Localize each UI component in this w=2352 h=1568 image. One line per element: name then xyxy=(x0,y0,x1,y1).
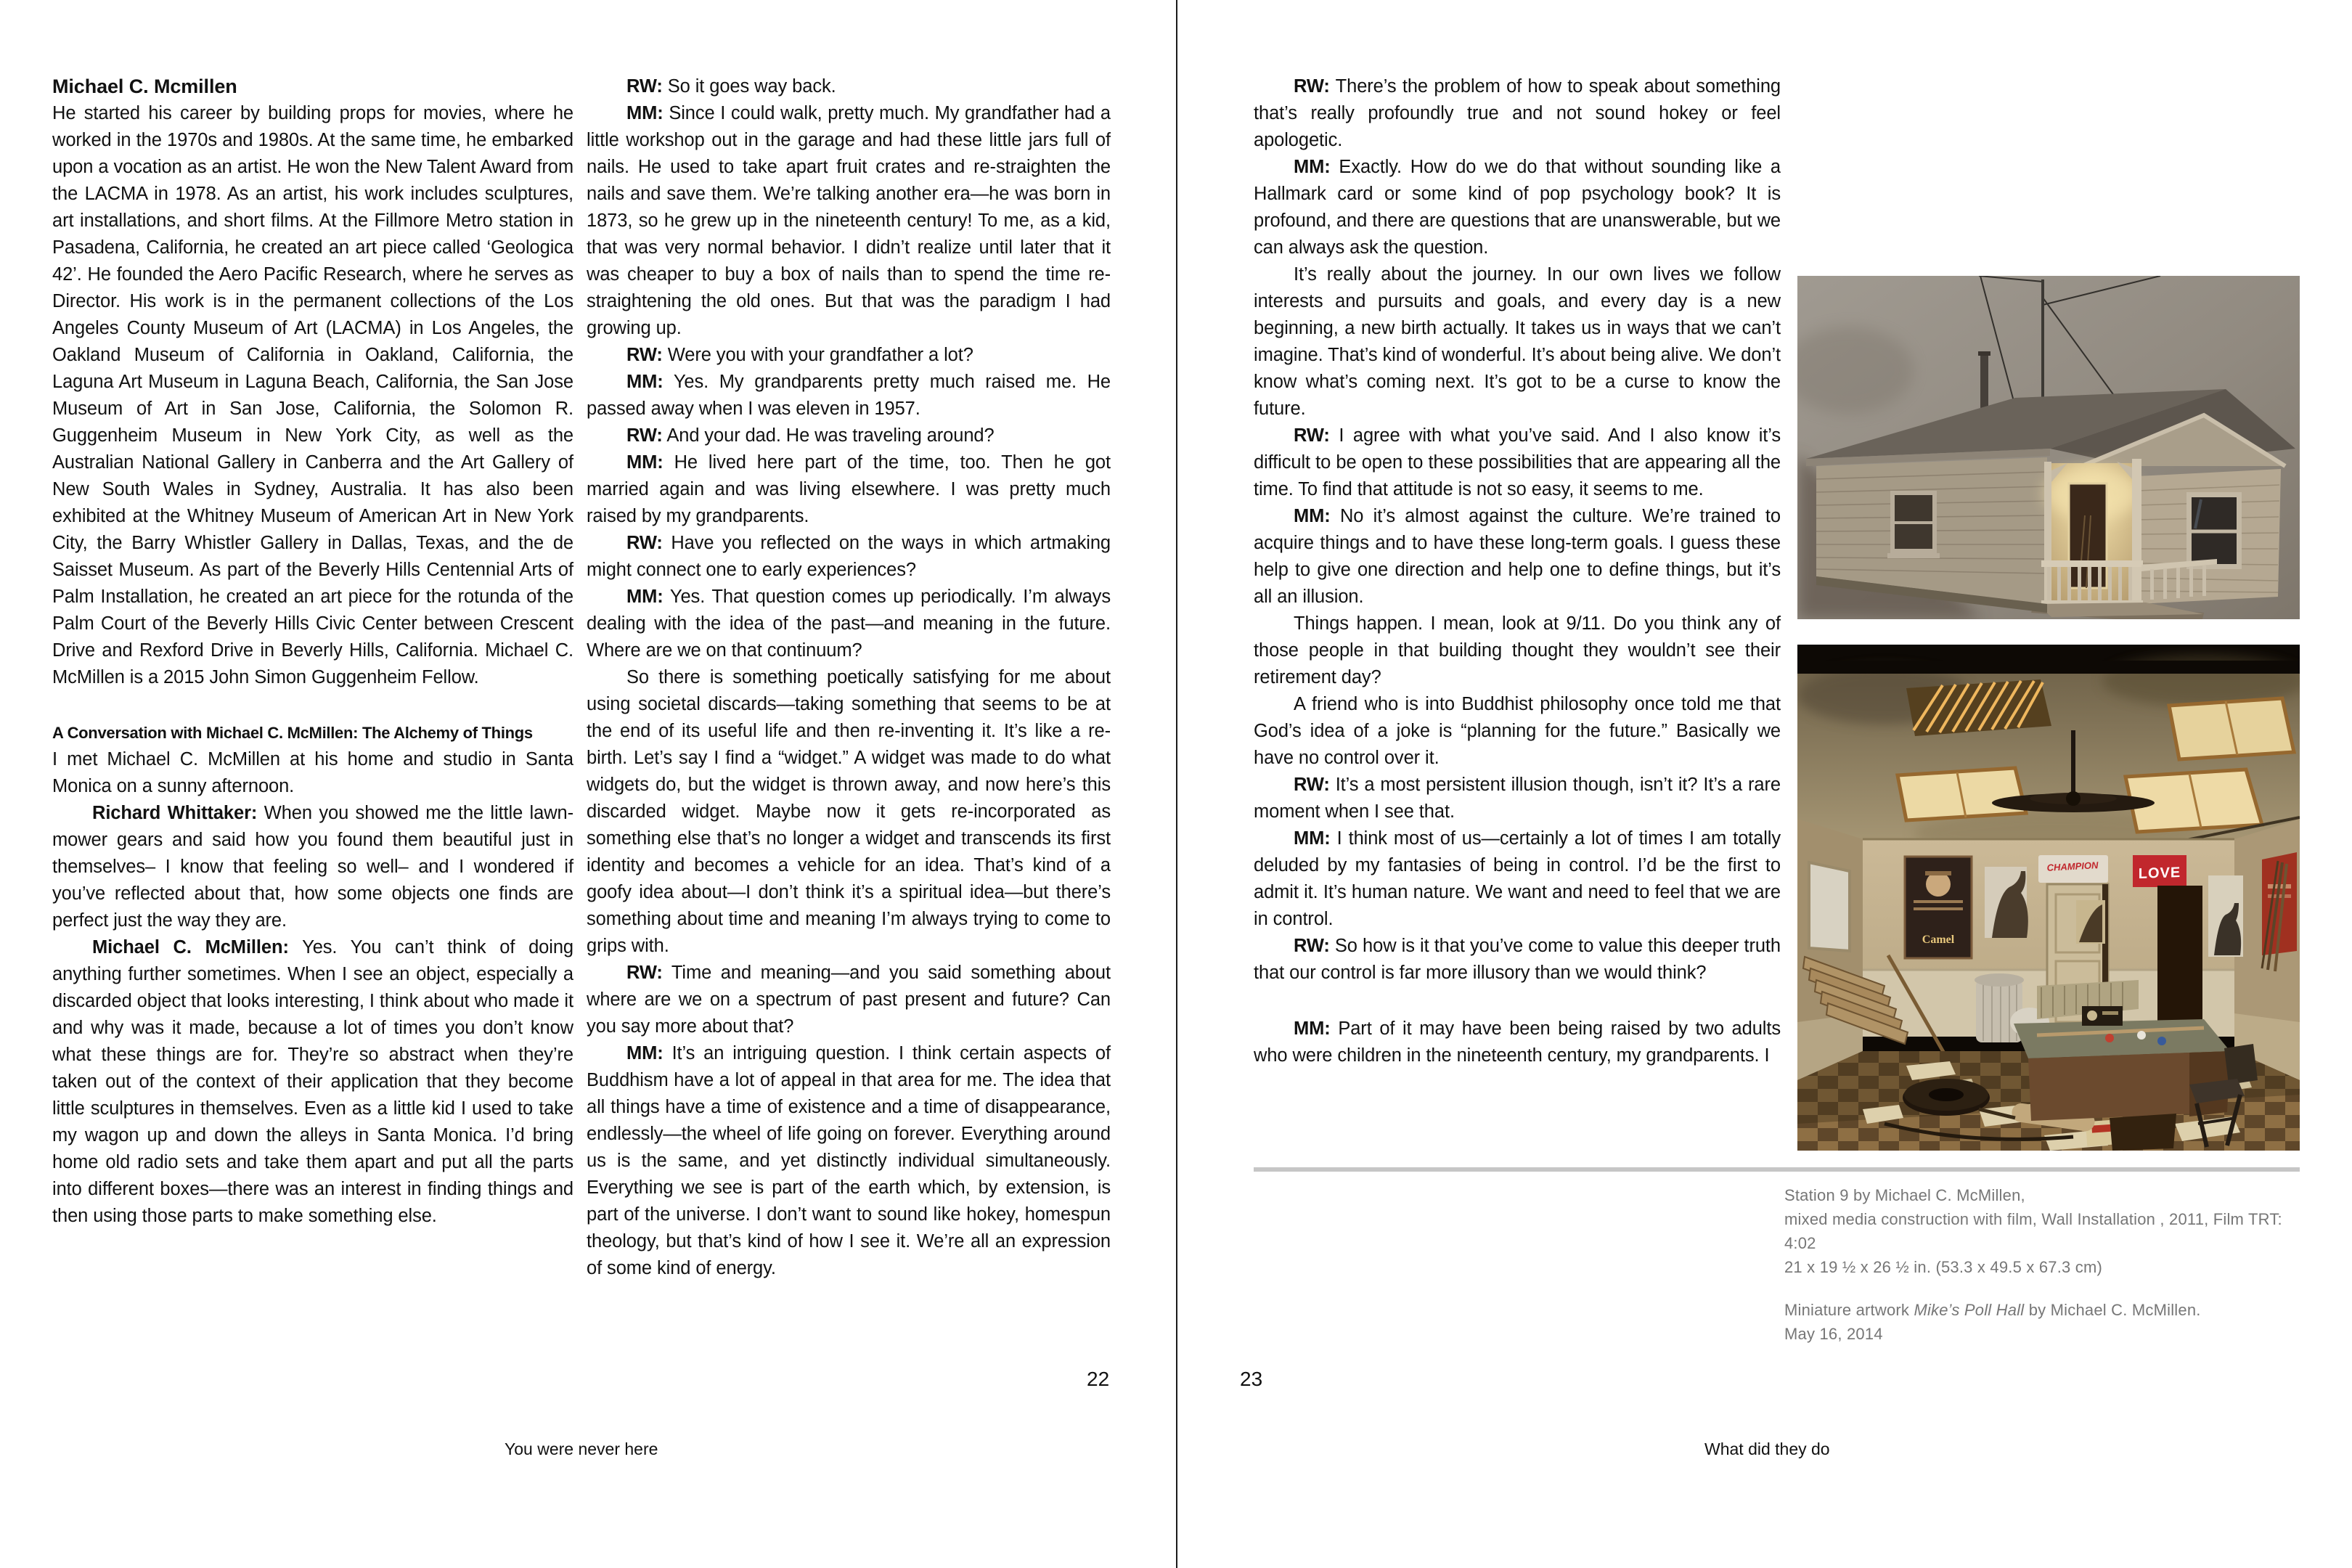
paragraph: A friend who is into Buddhist philosophy once told me that God’s idea of a joke is “planning for the future.” Basically we have no control over it. xyxy=(1254,694,1781,768)
dialogue-paragraph: RW: I agree with what you’ve said. And I also know it’s difficult to be open to these possibilities that are appearing all the time. To find that attitude is not so easy, it seems to me. xyxy=(1254,425,1781,499)
camel-poster-text: Camel xyxy=(1922,934,1955,946)
champion-banner-text: CHAMPION xyxy=(2046,859,2099,873)
love-sign-text: LOVE xyxy=(2138,864,2181,883)
caption-poolhall-line2: May 16, 2014 xyxy=(1784,1325,1883,1343)
caption-poolhall-line1 xyxy=(1784,1298,2301,1322)
caption-poolhall-pre: Miniature artwork xyxy=(1784,1301,1914,1319)
paragraph: Things happen. I mean, look at 9/11. Do you think any of those people in that building thought they wouldn’t see their retirement day? xyxy=(1254,613,1781,687)
speaker-label: MM: xyxy=(626,1043,663,1063)
caption-station9-line3: 21 x 19 ½ x 26 ½ in. (53.3 x 49.5 x 67.3 cm) xyxy=(1784,1258,2103,1276)
page-gutter-divider xyxy=(1176,0,1177,1568)
dialogue-paragraph: MM: Yes. That question comes up periodically. I’m always dealing with the idea of the past—and meaning in the future. Where are we on that continuum? xyxy=(587,587,1111,661)
photo-station-9 xyxy=(1797,276,2300,619)
speaker-label: RW: xyxy=(1294,775,1330,795)
pool-hall-illustration xyxy=(1797,645,2300,1151)
speaker-label: RW: xyxy=(626,425,663,446)
speaker-label: MM: xyxy=(626,103,663,123)
speaker-label: MM: xyxy=(1294,1018,1331,1039)
dialogue-paragraph: RW: Were you with your grandfather a lot? xyxy=(626,345,973,365)
paragraph: I met Michael C. McMillen at his home and studio in Santa Monica on a sunny afternoon. xyxy=(52,749,573,796)
dialogue-paragraph: MM: No it’s almost against the culture. We’re trained to acquire things and to have these long-term goals. I guess these help to give one direction and help one to define things, but it’s all an illusion. xyxy=(1254,506,1781,607)
paragraph: A Conversation with Michael C. McMillen: The Alchemy of Things xyxy=(52,724,533,742)
speaker-label: MM: xyxy=(626,452,663,473)
dialogue-paragraph: MM: He lived here part of the time, too. Then he got married again and was living elsewhere. I was pretty much raised by my grandparents. xyxy=(587,452,1111,526)
speaker-label: MM: xyxy=(626,587,663,607)
dialogue-paragraph: RW: So how is it that you’ve come to value this deeper truth that our control is far more illusory than we would think? xyxy=(1254,936,1781,983)
paragraph: It’s really about the journey. In our own lives we follow interests and pursuits and goals, and every day is a new beginning, a new birth actually. It takes us in ways that we can’t imagine. That’s kind of wonderful. It’s about being alive. We don’t know what’s coming next. It’s got to be a curse to know the future. xyxy=(1254,264,1781,419)
dialogue-paragraph: RW: There’s the problem of how to speak about something that’s really profoundly true and not sound hokey or feel apologetic. xyxy=(1254,76,1781,150)
speaker-label: Richard Whittaker: xyxy=(92,803,258,823)
dialogue-paragraph: RW: Have you reflected on the ways in which artmaking might connect one to early experiences? xyxy=(587,533,1111,580)
paragraph: He started his career by building props for movies, where he worked in the 1970s and 1980s. At the same time, he embarked upon a vocation as an artist. He won the New Talent Award from the LACMA in 1978. As an artist, his work includes sculptures, art installations, and short films. At the Fillmore Metro station in Pasadena, California, he created an art piece called ‘Geologica 42’. He founded the Aero Pacific Research, where he serves as Director. His work is in the permanent collections of the Los Angeles County Museum of Art (LACMA) in Los Angeles, the Oakland Museum of California in Oakland, California, the Laguna Art Museum in Laguna Beach, California, the San Jose Museum of Art in San Jose, California, the Solomon R. Guggenheim Museum in New York City, as well as the Australian National Gallery in Canberra and the Art Gallery of New South Wales in Sydney, Australia. It has also been exhibited at the Whitney Museum of American Art in New York City, the Barry Whistler Gallery in Dallas, Texas, and the de Saisset Museum. As part of the Beverly Hills Centennial Arts of Palm Installation, he created an art piece for the rotunda of the Palm Court of the Beverly Hills Civic Center between Crescent Drive and Rexford Drive in Beverly Hills, California. Michael C. McMillen is a 2015 John Simon Guggenheim Fellow. xyxy=(52,103,573,687)
dialogue-paragraph: Richard Whittaker: When you showed me the little lawn-mower gears and said how you found them beautiful just in themselves– I know that feeling so well– and I wondered if you’ve reflected about that, how some objects one finds are perfect just the way they are. xyxy=(52,803,573,931)
caption-station9-line2: mixed media construction with film, Wall Installation , 2011, Film TRT: 4:02 xyxy=(1784,1210,2282,1252)
caption-station9-line1: Station 9 by Michael C. McMillen, xyxy=(1784,1186,2025,1204)
speaker-label: MM: xyxy=(1294,157,1331,177)
left-page-column-2 xyxy=(587,73,1111,1282)
dialogue-paragraph: RW: Time and meaning—and you said something about where are we on a spectrum of past present and future? Can you say more about that? xyxy=(587,963,1111,1037)
page-number-right: 23 xyxy=(1240,1368,1263,1390)
dialogue-paragraph: MM: It’s an intriguing question. I think certain aspects of Buddhism have a lot of appeal in that area for me. The idea that all things have a time of existence and a time of disappearance, endlessly—the wheel of life going on forever. Everything around us is the same, and yet distinctly individual simultaneously. Everything we see is part of the earth which, by extension, is part of the universe. I don’t want to sound like hokey, homespun theology, but that’s kind of how I see it. We’re all an expression of some kind of energy. xyxy=(587,1043,1111,1278)
caption-block xyxy=(1784,1183,2301,1346)
dialogue-paragraph: MM: Part of it may have been being raised by two adults who were children in the nineteenth century, my grandparents. I xyxy=(1254,1018,1781,1066)
dialogue-paragraph: RW: So it goes way back. xyxy=(626,76,836,97)
running-footer-left: You were never here xyxy=(505,1440,658,1458)
speaker-label: MM: xyxy=(1294,506,1331,526)
dialogue-paragraph: MM: I think most of us—certainly a lot of times I am totally deluded by my fantasies of being in control. I’d be the first to admit it. It’s human nature. We want and need to feel that we are in control. xyxy=(1254,828,1781,929)
dialogue-paragraph: RW: And your dad. He was traveling around? xyxy=(626,425,995,446)
speaker-label: RW: xyxy=(626,345,663,365)
running-footer-right: What did they do xyxy=(1704,1440,1830,1458)
dialogue-paragraph: MM: Exactly. How do we do that without sounding like a Hallmark card or some kind of pop psychology book? It is profound, and there are questions that are unanswerable, but we can always ask the question. xyxy=(1254,157,1781,258)
right-page-column xyxy=(1254,73,1781,1069)
station-9-illustration xyxy=(1797,276,2300,619)
speaker-label: RW: xyxy=(1294,76,1330,97)
caption-divider-rule xyxy=(1254,1167,2300,1172)
left-page-column-1 xyxy=(52,73,573,1230)
speaker-label: RW: xyxy=(1294,425,1330,446)
speaker-label: MM: xyxy=(1294,828,1331,849)
speaker-label: RW: xyxy=(626,533,663,553)
dialogue-paragraph: MM: Since I could walk, pretty much. My grandfather had a little workshop out in the garage and had these little jars full of nails. He used to take apart fruit crates and re-straighten the nails and save them. We’re talking another era—he was born in 1873, so he grew up in the nineteenth century! To me, as a kid, that was very normal behavior. I didn’t realize until later that it was cheaper to buy a box of nails than to spend the time re-straightening the old ones. But that was the paradigm I had growing up. xyxy=(587,103,1111,338)
page-number-left: 22 xyxy=(1087,1368,1110,1390)
dialogue-paragraph: MM: Yes. My grandparents pretty much raised me. He passed away when I was eleven in 1957. xyxy=(587,372,1111,419)
caption-poolhall-title: Mike’s Poll Hall xyxy=(1914,1301,2025,1319)
speaker-label: RW: xyxy=(626,76,663,97)
speaker-label: MM: xyxy=(626,372,663,392)
dialogue-paragraph: RW: It’s a most persistent illusion though, isn’t it? It’s a rare moment when I see that. xyxy=(1254,775,1781,822)
paragraph: So there is something poetically satisfying for me about using societal discards—taking something that seems to be at the end of its useful life and then re-inventing it. It’s like a re-birth. Let’s say I find a “widget.” A widget was made to do what widgets do, but the widget is thrown away, and now here’s this discarded widget. Maybe now it gets re-incorporated as something else that’s no longer a widget and transcends its first identity and becomes a vehicle for an idea. That’s kind of a goofy idea about—I don’t think it’s a spiritual idea—but there’s something about time and meaning I’m always trying to come to grips with. xyxy=(587,667,1111,956)
paragraph: Michael C. Mcmillen xyxy=(52,75,237,97)
photo-mikes-poll-hall xyxy=(1797,645,2300,1151)
speaker-label: RW: xyxy=(626,963,663,983)
speaker-label: Michael C. McMillen: xyxy=(92,937,289,957)
caption-poolhall-post: by Michael C. McMillen. xyxy=(2024,1301,2201,1319)
dialogue-paragraph: Michael C. McMillen: Yes. You can’t think of doing anything further sometimes. When I see an object, especially a discarded object that looks interesting, I think about who made it and why was it made, because a lot of times you don’t know what these things are for. They’re so abstract when they’re taken out of the context of their application that they become little sculptures in themselves. Even as a little kid I used to take my wagon up and down the alleys in Santa Monica. I’d bring home old radio sets and take them apart and put all the parts into different boxes—there was an interest in finding things and then using those parts to make something else. xyxy=(52,937,573,1226)
speaker-label: RW: xyxy=(1294,936,1330,956)
